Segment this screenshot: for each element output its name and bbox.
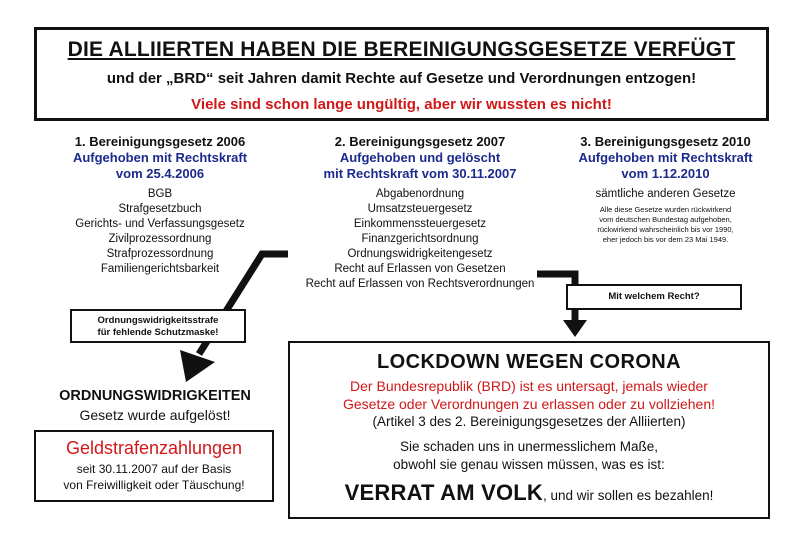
column-3-small-print: [548, 205, 783, 245]
list-item: Strafgesetzbuch: [118, 203, 202, 215]
list-item: Recht auf Erlassen von Gesetzen: [334, 263, 506, 275]
column-2: [285, 134, 555, 292]
lockdown-box: [288, 341, 770, 519]
column-1-items: [45, 187, 275, 277]
column-3-status-2: vom 1.12.2010: [621, 166, 710, 181]
list-item: Gerichts- und Verfassungsgesetz: [75, 218, 245, 230]
column-3: [548, 134, 783, 245]
callout-which-right: Mit welchem Recht?: [566, 284, 742, 310]
geldstrafen-text: [36, 461, 272, 493]
lockdown-line: Sie schaden uns in unermesslichem Maße,: [399, 439, 659, 454]
list-item: Einkommenssteuergesetz: [353, 218, 487, 230]
column-3-status-1: Aufgehoben mit Rechtskraft: [578, 150, 753, 165]
list-item: Ordnungswidrigkeitengesetz: [347, 248, 493, 260]
lockdown-article: (Artikel 3 des 2. Bereinigungsgesetzes der Alliierten): [372, 414, 686, 429]
geldstrafen-line: von Freiwilligkeit oder Täuschung!: [63, 478, 245, 492]
ordnungswidrigkeiten-subtitle: Gesetz wurde aufgelöst!: [79, 407, 231, 423]
list-item: Recht auf Erlassen von Rechtsverordnungen: [305, 278, 535, 290]
callout-mask-fine: [70, 309, 246, 343]
small-print-line: Alle diese Gesetze wurden rückwirkend: [599, 205, 732, 214]
callout-line: Ordnungswidrigkeitsstrafe: [97, 315, 219, 326]
list-item: Familiengerichtsbarkeit: [100, 263, 220, 275]
main-title: DIE ALLIIERTEN HABEN DIE BEREINIGUNGSGESETZE VERFÜGT: [67, 38, 736, 61]
column-2-items: [285, 187, 555, 292]
small-print-line: rückwirkend wahrscheinlich bis vor 1990,: [597, 225, 734, 234]
column-1: [45, 134, 275, 277]
list-item: Umsatzsteuergesetz: [367, 203, 473, 215]
geldstrafen-line: seit 30.11.2007 auf der Basis: [76, 462, 232, 476]
ordnungswidrigkeiten-title: ORDNUNGSWIDRIGKEITEN: [59, 388, 251, 404]
lockdown-red-line: Gesetze oder Verordnungen zu erlassen oder zu vollziehen!: [342, 396, 715, 412]
list-item: Strafprozessordnung: [106, 248, 214, 260]
column-1-heading: 1. Bereinigungsgesetz 2006: [74, 134, 246, 149]
verrat-am-volk: VERRAT AM VOLK: [344, 480, 543, 505]
list-item: BGB: [147, 188, 173, 200]
verrat-rest: , und wir sollen es bezahlen!: [543, 488, 714, 503]
geldstrafen-title: Geldstrafenzahlungen: [65, 438, 243, 458]
column-3-items: [548, 187, 783, 202]
list-item: Finanzgerichtsordnung: [361, 233, 479, 245]
geldstrafen-box: [34, 430, 274, 502]
column-1-status-2: vom 25.4.2006: [115, 166, 205, 181]
ordnungswidrigkeiten-block: [30, 388, 280, 423]
callout-line: für fehlende Schutzmaske!: [97, 327, 219, 338]
lockdown-title: LOCKDOWN WEGEN CORONA: [377, 351, 681, 373]
column-2-status-2: mit Rechtskraft vom 30.11.2007: [323, 166, 517, 181]
list-item: Abgabenordnung: [375, 188, 465, 200]
list-item: Zivilprozessordnung: [108, 233, 212, 245]
verrat-line: [290, 480, 768, 506]
column-1-status-1: Aufgehoben mit Rechtskraft: [72, 150, 248, 165]
column-2-status-1: Aufgehoben und gelöscht: [339, 150, 501, 165]
small-print-line: vom deutschen Bundestag aufgehoben,: [599, 215, 732, 224]
column-3-heading: 3. Bereinigungsgesetz 2010: [580, 134, 751, 149]
lockdown-line: obwohl sie genau wissen müssen, was es ist:: [393, 457, 665, 472]
header-box: [34, 27, 769, 121]
lockdown-red-line: Der Bundesrepublik (BRD) ist es untersagt, jemals wieder: [350, 378, 708, 394]
list-item: sämtliche anderen Gesetze: [595, 188, 736, 200]
small-print-line: eher jedoch bis vor dem 23 Mai 1949.: [602, 235, 729, 244]
lockdown-text: [290, 438, 768, 474]
header-subtitle: und der „BRD“ seit Jahren damit Rechte auf Gesetze und Verordnungen entzogen!: [106, 70, 697, 87]
column-2-heading: 2. Bereinigungsgesetz 2007: [334, 134, 506, 149]
lockdown-red-text: [290, 377, 768, 413]
header-warning: Viele sind schon lange ungültig, aber wir wussten es nicht!: [191, 96, 612, 113]
